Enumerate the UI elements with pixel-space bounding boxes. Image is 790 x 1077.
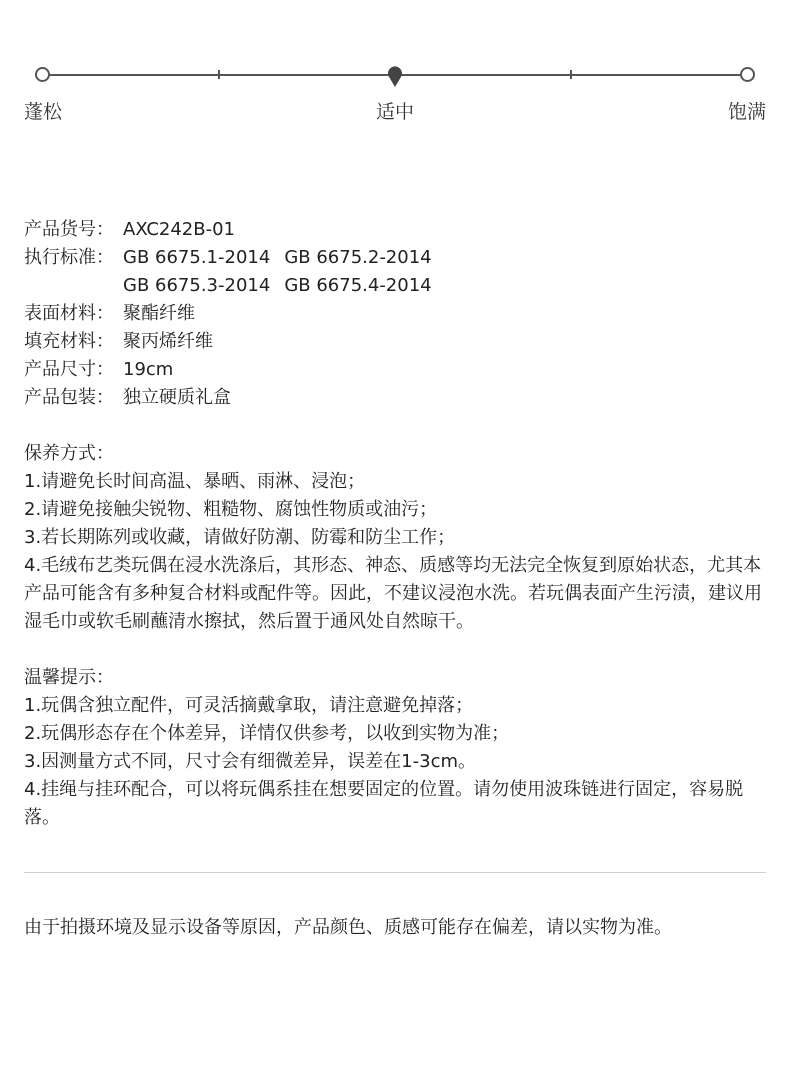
care-item: 3.若长期陈列或收藏，请做好防潮、防霉和防尘工作； bbox=[24, 527, 456, 548]
scale-label-full: 饱满 bbox=[728, 101, 767, 123]
care-item: 4.毛绒布艺类玩偶在浸水洗涤后，其形态、神态、质感等均无法完全恢复到原始状态，尤其本产品可能含有多种复合材料或配件等。因此，不建议浸泡水洗。若玩偶表面产生污渍，建议用湿毛巾或软毛刷蘸清水擦拭，然后置于通风处自然晾干。 bbox=[24, 555, 762, 632]
info-key: 表面材料： bbox=[24, 303, 114, 324]
tips-item: 1.玩偶含独立配件，可灵活摘戴拿取，请注意避免掉落； bbox=[24, 695, 474, 716]
info-row bbox=[24, 300, 774, 328]
scale-marker-icon bbox=[387, 66, 403, 88]
info-key: 填充材料： bbox=[24, 331, 114, 352]
scale-end-dot bbox=[740, 67, 755, 82]
care-section bbox=[24, 440, 774, 636]
info-row bbox=[24, 272, 774, 300]
care-item: 2.请避免接触尖锐物、粗糙物、腐蚀性物质或油污； bbox=[24, 499, 438, 520]
info-value: GB 6675.1-2014 bbox=[123, 247, 271, 268]
care-item: 1.请避免长时间高温、暴晒、雨淋、浸泡； bbox=[24, 471, 366, 492]
info-row bbox=[24, 244, 774, 272]
info-key: 产品包装： bbox=[24, 387, 114, 408]
info-value: GB 6675.4-2014 bbox=[284, 275, 432, 296]
info-key: 执行标准： bbox=[24, 247, 114, 268]
info-value: 聚酯纤维 bbox=[123, 303, 195, 324]
divider bbox=[24, 872, 766, 873]
info-row bbox=[24, 384, 774, 412]
info-key: 产品尺寸： bbox=[24, 359, 114, 380]
product-info bbox=[24, 216, 774, 412]
info-row bbox=[24, 356, 774, 384]
info-value: 19cm bbox=[123, 359, 174, 380]
info-value: GB 6675.2-2014 bbox=[284, 247, 432, 268]
info-value: GB 6675.3-2014 bbox=[123, 275, 271, 296]
info-value: 聚丙烯纤维 bbox=[123, 331, 213, 352]
scale-label-fluffy: 蓬松 bbox=[24, 101, 63, 123]
color-notice: 由于拍摄环境及显示设备等原因，产品颜色、质感可能存在偏差，请以实物为准。 bbox=[24, 917, 672, 938]
info-value: 独立硬质礼盒 bbox=[123, 387, 231, 408]
scale-label-medium: 适中 bbox=[376, 101, 415, 123]
tips-item: 4.挂绳与挂环配合，可以将玩偶系挂在想要固定的位置。请勿使用波珠链进行固定，容易脱落。 bbox=[24, 779, 744, 828]
scale-start-dot bbox=[35, 67, 50, 82]
tips-item: 3.因测量方式不同，尺寸会有细微差异，误差在1-3cm。 bbox=[24, 751, 477, 772]
tips-title: 温馨提示： bbox=[24, 667, 114, 688]
fullness-scale bbox=[0, 0, 790, 140]
info-key bbox=[24, 272, 123, 300]
info-key: 产品货号： bbox=[24, 219, 114, 240]
tips-item: 2.玩偶形态存在个体差异，详情仅供参考，以收到实物为准； bbox=[24, 723, 510, 744]
info-value: AXC242B-01 bbox=[123, 219, 236, 240]
info-row bbox=[24, 328, 774, 356]
info-row bbox=[24, 216, 774, 244]
care-title: 保养方式： bbox=[24, 443, 114, 464]
scale-tick bbox=[218, 70, 220, 79]
scale-tick bbox=[570, 70, 572, 79]
tips-section bbox=[24, 664, 774, 832]
